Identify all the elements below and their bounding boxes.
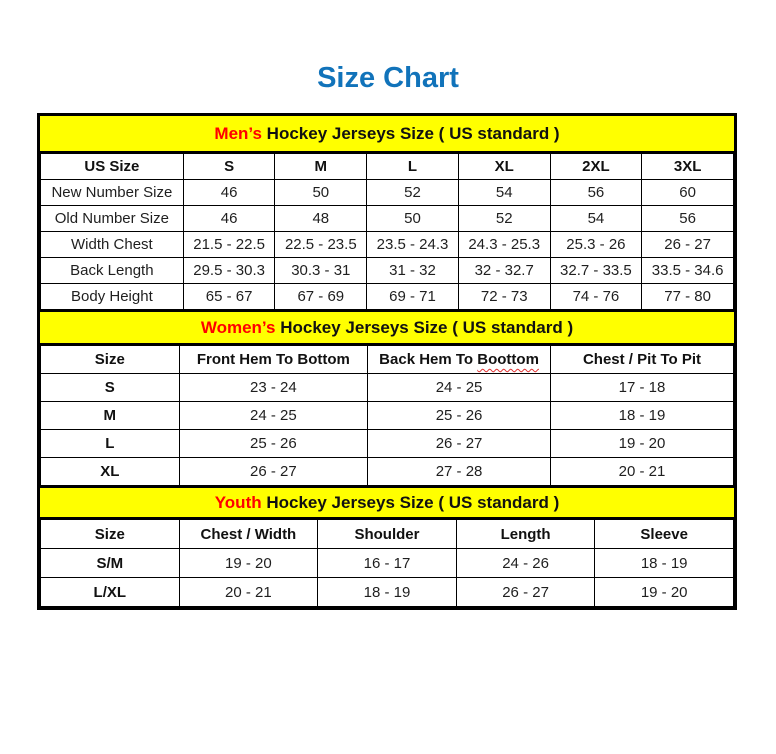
size-value-cell: 19 - 20 (551, 430, 734, 458)
column-header: M (275, 154, 367, 180)
size-value-cell: 54 (550, 206, 642, 232)
size-value-cell: 50 (367, 206, 459, 232)
size-value-cell: 56 (642, 206, 734, 232)
column-header: 3XL (642, 154, 734, 180)
column-header: Chest / Pit To Pit (551, 346, 734, 374)
row-label: New Number Size (41, 180, 184, 206)
column-header: XL (458, 154, 550, 180)
column-header: 2XL (550, 154, 642, 180)
column-header: Chest / Width (179, 520, 318, 549)
header-row (41, 520, 734, 549)
size-value-cell: 46 (183, 206, 275, 232)
table-row (41, 374, 734, 402)
section-title-text: Hockey Jerseys Size ( US standard ) (261, 124, 560, 143)
column-header: Front Hem To Bottom (179, 346, 367, 374)
mens-section-header (40, 116, 734, 153)
column-header: Size (41, 520, 180, 549)
section-highlight-text: Women’s (200, 318, 276, 337)
column-header: Back Hem To Boottom (368, 346, 551, 374)
size-value-cell: 74 - 76 (550, 284, 642, 310)
row-label: L/XL (41, 578, 180, 607)
row-label: Back Length (41, 258, 184, 284)
size-value-cell: 16 - 17 (318, 549, 457, 578)
row-label: M (41, 402, 180, 430)
size-value-cell: 65 - 67 (183, 284, 275, 310)
size-value-cell: 18 - 19 (318, 578, 457, 607)
size-value-cell: 52 (458, 206, 550, 232)
size-value-cell: 32.7 - 33.5 (550, 258, 642, 284)
section-highlight-text: Men’s (214, 124, 262, 143)
row-label: Body Height (41, 284, 184, 310)
table-row (41, 578, 734, 607)
size-value-cell: 69 - 71 (367, 284, 459, 310)
size-value-cell: 77 - 80 (642, 284, 734, 310)
table-row (41, 284, 734, 310)
size-value-cell: 25 - 26 (179, 430, 367, 458)
column-header: US Size (41, 154, 184, 180)
column-header: S (183, 154, 275, 180)
row-label: Width Chest (41, 232, 184, 258)
size-value-cell: 18 - 19 (551, 402, 734, 430)
column-header: Sleeve (595, 520, 734, 549)
row-label: S/M (41, 549, 180, 578)
row-label: XL (41, 458, 180, 486)
table-row (41, 549, 734, 578)
row-label: L (41, 430, 180, 458)
size-value-cell: 52 (367, 180, 459, 206)
section-highlight-text: Youth (214, 493, 262, 512)
misspelled-word: Boottom (477, 351, 539, 368)
table-row (41, 258, 734, 284)
size-value-cell: 20 - 21 (179, 578, 318, 607)
table-row (41, 402, 734, 430)
size-value-cell: 50 (275, 180, 367, 206)
size-value-cell: 24.3 - 25.3 (458, 232, 550, 258)
size-value-cell: 26 - 27 (179, 458, 367, 486)
column-header: Length (456, 520, 595, 549)
womens-section-header (40, 310, 734, 345)
size-value-cell: 46 (183, 180, 275, 206)
size-value-cell: 23 - 24 (179, 374, 367, 402)
size-value-cell: 24 - 25 (179, 402, 367, 430)
section-title-text: Hockey Jerseys Size ( US standard ) (275, 318, 574, 337)
size-value-cell: 19 - 20 (179, 549, 318, 578)
mens-table (40, 153, 734, 310)
row-label: S (41, 374, 180, 402)
row-label: Old Number Size (41, 206, 184, 232)
size-value-cell: 56 (550, 180, 642, 206)
size-value-cell: 26 - 27 (368, 430, 551, 458)
size-value-cell: 26 - 27 (642, 232, 734, 258)
size-value-cell: 24 - 25 (368, 374, 551, 402)
table-row (41, 206, 734, 232)
column-header: Size (41, 346, 180, 374)
column-header: L (367, 154, 459, 180)
table-row (41, 430, 734, 458)
section-title-text: Hockey Jerseys Size ( US standard ) (261, 493, 560, 512)
womens-table (40, 345, 734, 486)
size-value-cell: 17 - 18 (551, 374, 734, 402)
header-row (41, 346, 734, 374)
size-value-cell: 26 - 27 (456, 578, 595, 607)
size-value-cell: 27 - 28 (368, 458, 551, 486)
size-value-cell: 31 - 32 (367, 258, 459, 284)
size-value-cell: 29.5 - 30.3 (183, 258, 275, 284)
size-value-cell: 32 - 32.7 (458, 258, 550, 284)
size-value-cell: 18 - 19 (595, 549, 734, 578)
page-title: Size Chart (317, 62, 459, 94)
size-value-cell: 33.5 - 34.6 (642, 258, 734, 284)
column-header: Shoulder (318, 520, 457, 549)
youth-section-header (40, 486, 734, 519)
size-value-cell: 67 - 69 (275, 284, 367, 310)
table-row (41, 232, 734, 258)
size-value-cell: 72 - 73 (458, 284, 550, 310)
size-value-cell: 48 (275, 206, 367, 232)
size-value-cell: 25 - 26 (368, 402, 551, 430)
table-row (41, 458, 734, 486)
size-value-cell: 19 - 20 (595, 578, 734, 607)
size-value-cell: 22.5 - 23.5 (275, 232, 367, 258)
size-value-cell: 23.5 - 24.3 (367, 232, 459, 258)
size-value-cell: 54 (458, 180, 550, 206)
table-row (41, 180, 734, 206)
size-value-cell: 60 (642, 180, 734, 206)
header-row (41, 154, 734, 180)
size-value-cell: 21.5 - 22.5 (183, 232, 275, 258)
size-value-cell: 20 - 21 (551, 458, 734, 486)
size-value-cell: 30.3 - 31 (275, 258, 367, 284)
size-value-cell: 25.3 - 26 (550, 232, 642, 258)
youth-table (40, 519, 734, 607)
size-chart-table (37, 113, 737, 610)
size-value-cell: 24 - 26 (456, 549, 595, 578)
